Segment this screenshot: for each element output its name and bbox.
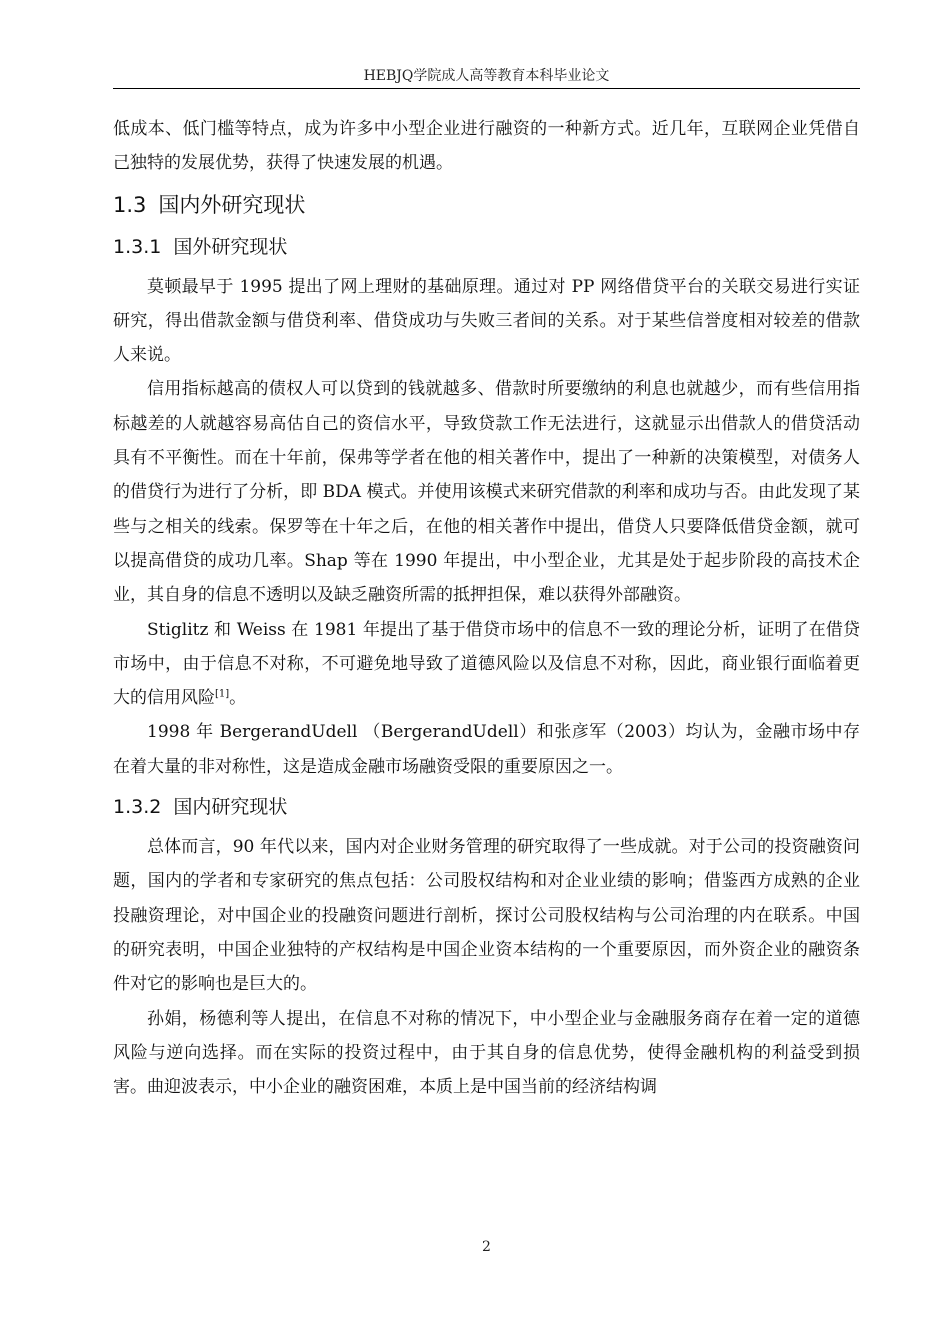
paragraph: 孙娟，杨德利等人提出，在信息不对称的情况下，中小型企业与金融服务商存在着一定的道德风险与逆向选择。而在实际的投资过程中，由于其自身的信息优势，使得金融机构的利益受到损害。曲迎波表示，中小企业的融资困难，本质上是中国当前的经济结构调	[113, 1008, 860, 1098]
subsection-title: 国内研究现状	[173, 796, 288, 819]
paragraph-continued: 低成本、低门槛等特点，成为许多中小型企业进行融资的一种新方式。近几年，互联网企业凭借自己独特的发展优势，获得了快速发展的机遇。	[113, 119, 860, 174]
paragraph-text: Stiglitz 和 Weiss 在 1981 年提出了基于借贷市场中的信息不一致的理论分析，证明了在借贷市场中，由于信息不对称，不可避免地导致了道德风险以及信息不对称，因此，商业银行面临着更大的信用风险	[113, 619, 860, 709]
subsection-number: 1.3.1	[113, 235, 162, 258]
paragraph: 莫顿最早于 1995 提出了网上理财的基础原理。通过对 PP 网络借贷平台的关联交易进行实证研究，得出借款金额与借贷利率、借贷成功与失败三者间的关系。对于某些信誉度相对较差的借款人来说。	[113, 276, 860, 366]
paragraph: 信用指标越高的债权人可以贷到的钱就越多、借款时所要缴纳的利息也就越少，而有些信用指标越差的人就越容易高估自己的资信水平，导致贷款工作无法进行，这就显示出借款人的借贷活动具有不平衡性。而在十年前，保弗等学者在他的相关著作中，提出了一种新的决策模型，对债务人的借贷行为进行了分析，即 BDA 模式。并使用该模式来研究借款的利率和成功与否。由此发现了某些与之相关的线索。保罗等在十年之后，在他的相关著作中提出，借贷人只要降低借贷金额，就可以提高借贷的成功几率。Shap 等在 1990 年提出，中小型企业，尤其是处于起步阶段的高技术企业，其自身的信息不透明以及缺乏融资所需的抵押担保，难以获得外部融资。	[113, 379, 860, 606]
paragraph-end-punctuation: 。	[229, 688, 247, 709]
subsection-heading-1-3-2	[113, 790, 860, 824]
running-header: HEBJQ学院成人高等教育本科毕业论文	[363, 68, 610, 84]
page-number: 2	[482, 1239, 491, 1255]
header-divider	[113, 88, 860, 89]
paragraph-with-citation	[113, 613, 860, 716]
subsection-number: 1.3.2	[113, 796, 162, 819]
page-body	[113, 112, 860, 1104]
paragraph: 1998 年 BergerandUdell （BergerandUdell）和张彦军（2003）均认为，金融市场中存在着大量的非对称性，这是造成金融市场融资受限的重要原因之一。	[113, 722, 860, 777]
paragraph: 总体而言，90 年代以来，国内对企业财务管理的研究取得了一些成就。对于公司的投资融资问题，国内的学者和专家研究的焦点包括：公司股权结构和对企业业绩的影响；借鉴西方成熟的企业投融资理论，对中国企业的投融资问题进行剖析，探讨公司股权结构与公司治理的内在联系。中国的研究表明，中国企业独特的产权结构是中国企业资本结构的一个重要原因，而外资企业的融资条件对它的影响也是巨大的。	[113, 837, 860, 995]
subsection-title: 国外研究现状	[173, 235, 288, 258]
section-number: 1.3	[113, 192, 147, 217]
section-heading-1-3	[113, 188, 860, 222]
subsection-heading-1-3-1	[113, 230, 860, 264]
section-title: 国内外研究现状	[158, 192, 306, 217]
citation-reference[interactable]: [1]	[215, 688, 230, 700]
